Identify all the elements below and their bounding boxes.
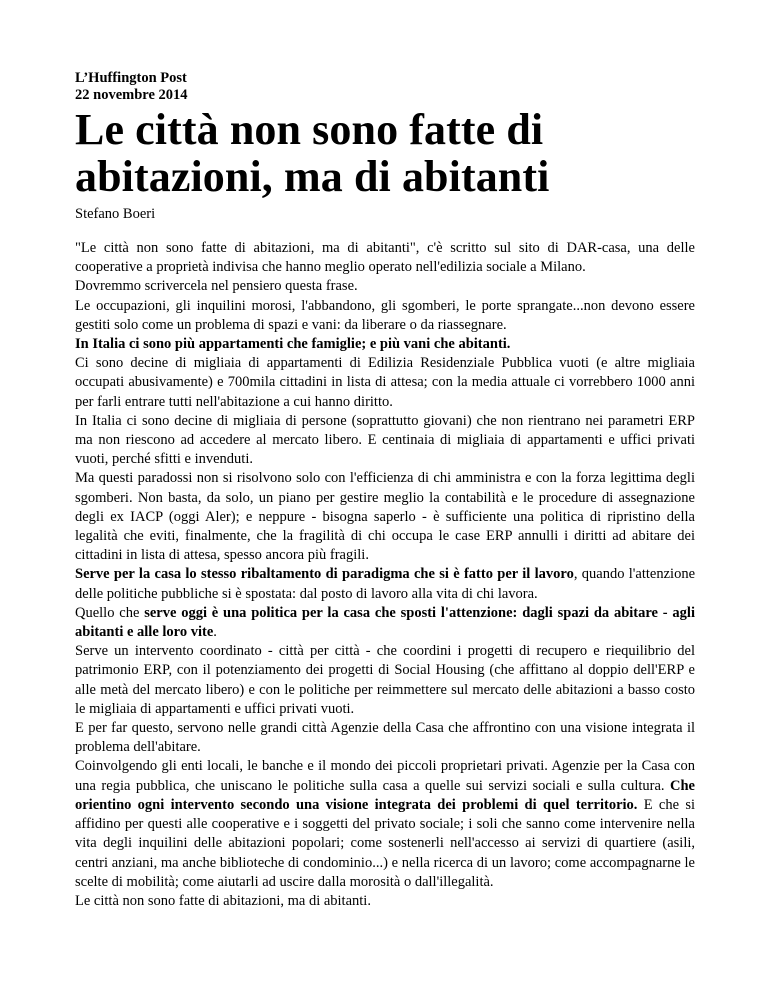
paragraph: Le occupazioni, gli inquilini morosi, l'abbandono, gli sgomberi, le porte sprangate...non devono essere gestiti solo come un problema di spazi e vani: da liberare o da riassegnare. [75,297,695,333]
article-body [75,239,695,911]
bold-text: serve oggi è una politica per la casa che sposti l'attenzione: dagli spazi da abitare - agli abitanti e alle loro vite [75,604,695,641]
paragraph [75,757,695,891]
highlighted-paragraph: In Italia ci sono più appartamenti che famiglie; e più vani che abitanti. [75,336,511,353]
paragraph: Ci sono decine di migliaia di appartamenti di Edilizia Residenziale Pubblica vuoti (e altre migliaia occupati abusivamente) e 700mila cittadini in lista di attesa; con la media attuale ci vorrebbero 1000 anni per farli entrare tutti nell'abitazione a cui hanno diritto. [75,355,695,410]
publication-date: 22 novembre 2014 [75,87,188,103]
bold-text: Serve per la casa lo stesso ribaltamento di paradigma che si è fatto per il lavoro [75,566,574,583]
closing-paragraph: Le città non sono fatte di abitazioni, ma di abitanti. [75,892,371,909]
paragraph-text: Quello che [75,604,145,621]
paragraph: E per far questo, servono nelle grandi città Agenzie della Casa che affrontino con una visione integrata il problema dell'abitare. [75,720,695,756]
paragraph-text: . [213,624,217,641]
article-title: Le città non sono fatte di abitazioni, ma di abitanti [75,105,550,201]
paragraph [75,604,695,642]
paragraph: Serve un intervento coordinato - città per città - che coordini i progetti di recupero e riequilibrio del patrimonio ERP, con il potenziamento dei progetti di Social Housing (che affittano al doppio dell'ERP e alle metà del mercato libero) e con le politiche per reimmettere sul mercato delle abitazioni a basso costo le migliaia di appartamenti e uffici privati vuoti. [75,643,695,717]
bold-text: Che orientino ogni intervento secondo una visione integrata dei problemi di quel territorio. [75,777,695,813]
paragraph: "Le città non sono fatte di abitazioni, ma di abitanti", c'è scritto sul sito di DAR-casa, una delle cooperative a proprietà indivisa che hanno meglio operato nell'edilizia sociale a Milano. [75,240,695,276]
paragraph-text: , quando l'attenzione delle politiche pubbliche si è spostata: dal posto di lavoro alla vita di chi lavora. [75,566,695,602]
paragraph: Ma questi paradossi non si risolvono solo con l'efficienza di chi amministra e con la forza legittima degli sgomberi. Non basta, da solo, un piano per gestire meglio la contabilità e le procedure di assegnazione degli ex IACP (oggi Aler); e neppure - bisogna saperlo - è sufficiente una politica di ripristino della legalità che eviti, finalmente, che la fragilità di chi occupa le case ERP annulli i diritti ad abitare dei cittadini in lista di attesa, spesso ancora più fragili. [75,470,695,564]
paragraph [75,565,695,603]
article-author: Stefano Boeri [75,206,156,222]
publication-name: L’Huffington Post [75,70,187,86]
paragraph-text: E che si affidino per questi alle cooperative e i soggetti del privato sociale; i soli che sanno come intervenire nella vita degli inquilini delle abitazioni popolari; come sostenerli nell'accesso ai servizi di quartiere (asili, centri anziani, ma anche biblioteche di condominio...) e nella ricerca di un lavoro; come accompagnarne le scelte di mobilità; come aiutarli ad uscire dalla morosità o dall'illegalità. [75,796,695,890]
paragraph: Dovremmo scrivercela nel pensiero questa frase. [75,278,358,295]
paragraph: In Italia ci sono decine di migliaia di persone (soprattutto giovani) che non rientrano nei parametri ERP ma non riescono ad accedere al mercato libero. E centinaia di migliaia di appartamenti e uffici privati vuoti, perché sfitti e invenduti. [75,412,695,468]
paragraph-text: Coinvolgendo gli enti locali, le banche e il mondo dei piccoli proprietari privati. Agenzie per la Casa con una regia pubblica, che uniscano le politiche sulla casa a quelle sui servizi sociali e sulla cultura. [75,758,695,794]
publication-info [75,70,695,104]
